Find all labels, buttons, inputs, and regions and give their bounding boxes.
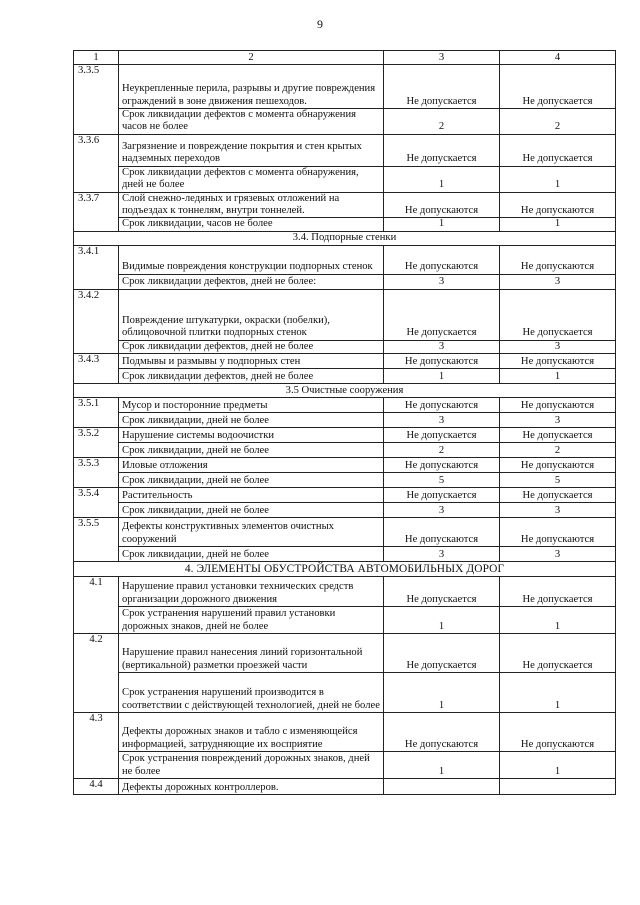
value-column-3: 1: [384, 218, 500, 231]
value-column-3: Не допускается: [384, 289, 500, 340]
deadline-row: [74, 413, 616, 428]
value-column-3: 2: [384, 109, 500, 135]
value-column-4: 1: [500, 752, 616, 779]
value-column-4: Не допускаются: [500, 398, 616, 413]
deadline-row: [74, 607, 616, 634]
item-number: 3.3.6: [74, 134, 119, 192]
defect-description: Подмывы и размывы у подпорных стен: [119, 354, 384, 369]
deadline-row: [74, 340, 616, 353]
value-column-4: Не допускаются: [500, 192, 616, 218]
value-column-3: [384, 779, 500, 795]
defect-description: Загрязнение и повреждение покрытия и стен крытых надземных переходов: [119, 134, 384, 166]
deadline-description: Срок устранения повреждений дорожных знаков, дней не более: [119, 752, 384, 779]
value-column-3: 1: [384, 752, 500, 779]
value-column-3: 5: [384, 473, 500, 488]
section-title: 3.4. Подпорные стенки: [74, 231, 616, 245]
defect-description: Нарушение системы водоочистки: [119, 428, 384, 443]
value-column-4: 1: [500, 369, 616, 384]
item-row: [74, 245, 616, 274]
value-column-4: 3: [500, 340, 616, 353]
value-column-4: 3: [500, 274, 616, 289]
item-number: 3.5.2: [74, 428, 119, 458]
value-column-4: Не допускаются: [500, 245, 616, 274]
item-row: [74, 398, 616, 413]
value-column-4: 1: [500, 673, 616, 713]
deadline-row: [74, 166, 616, 192]
value-column-4: Не допускается: [500, 488, 616, 503]
deadline-description: Срок ликвидации дефектов, дней не более: [119, 369, 384, 384]
value-column-4: Не допускаются: [500, 713, 616, 752]
value-column-3: 1: [384, 607, 500, 634]
value-column-3: 3: [384, 413, 500, 428]
value-column-3: 3: [384, 274, 500, 289]
item-number: 3.4.3: [74, 354, 119, 384]
value-column-4: 2: [500, 109, 616, 135]
item-number: 4.3: [74, 713, 119, 779]
defect-description: Растительность: [119, 488, 384, 503]
value-column-4: 5: [500, 473, 616, 488]
value-column-3: 1: [384, 369, 500, 384]
deadline-row: [74, 443, 616, 458]
item-number: 4.1: [74, 577, 119, 634]
item-row: [74, 134, 616, 166]
value-column-3: 3: [384, 340, 500, 353]
value-column-3: Не допускаются: [384, 398, 500, 413]
value-column-3: Не допускаются: [384, 192, 500, 218]
value-column-4: Не допускается: [500, 65, 616, 109]
deadline-row: [74, 473, 616, 488]
item-number: 3.5.3: [74, 458, 119, 488]
value-column-4: 3: [500, 547, 616, 562]
value-column-3: Не допускается: [384, 428, 500, 443]
item-row: [74, 577, 616, 607]
value-column-3: 2: [384, 443, 500, 458]
value-column-3: Не допускается: [384, 65, 500, 109]
defect-description: Повреждение штукатурки, окраски (побелки), облицовочной плитки подпорных стенок: [119, 289, 384, 340]
deadline-description: Срок ликвидации, дней не более: [119, 473, 384, 488]
deadline-description: Срок ликвидации дефектов с момента обнаружения, дней не более: [119, 166, 384, 192]
value-column-3: 3: [384, 547, 500, 562]
deadline-description: Срок ликвидации, дней не более: [119, 503, 384, 518]
value-column-4: 1: [500, 607, 616, 634]
item-row: [74, 428, 616, 443]
defect-description: Нарушение правил нанесения линий горизонтальной (вертикальной) разметки проезжей части: [119, 634, 384, 673]
section-header-row: [74, 562, 616, 577]
item-number: 3.5.5: [74, 518, 119, 562]
header-cell-1: 1: [74, 51, 119, 65]
item-row: [74, 634, 616, 673]
section-header-row: [74, 384, 616, 398]
value-column-4: Не допускаются: [500, 354, 616, 369]
deadline-description: Срок устранения нарушений правил установки дорожных знаков, дней не более: [119, 607, 384, 634]
item-row: [74, 779, 616, 795]
value-column-3: 3: [384, 503, 500, 518]
defect-description: Иловые отложения: [119, 458, 384, 473]
header-row: [74, 51, 616, 65]
item-number: 3.4.1: [74, 245, 119, 289]
deadline-description: Срок ликвидации, дней не более: [119, 413, 384, 428]
value-column-4: Не допускаются: [500, 518, 616, 547]
value-column-3: Не допускаются: [384, 245, 500, 274]
value-column-4: 2: [500, 443, 616, 458]
defect-description: Неукрепленные перила, разрывы и другие повреждения ограждений в зоне движения пешеходов.: [119, 65, 384, 109]
value-column-3: Не допускается: [384, 488, 500, 503]
value-column-3: Не допускается: [384, 134, 500, 166]
item-row: [74, 192, 616, 218]
header-cell-4: 4: [500, 51, 616, 65]
deadline-description: Срок устранения нарушений производится в соответствии с действующей технологией, дней не более: [119, 673, 384, 713]
value-column-4: 3: [500, 413, 616, 428]
defect-description: Нарушение правил установки технических средств организации дорожного движения: [119, 577, 384, 607]
value-column-3: Не допускаются: [384, 354, 500, 369]
value-column-3: Не допускаются: [384, 713, 500, 752]
deadline-row: [74, 218, 616, 231]
deadline-description: Срок ликвидации дефектов, дней не более:: [119, 274, 384, 289]
deadline-row: [74, 547, 616, 562]
value-column-3: 1: [384, 166, 500, 192]
item-row: [74, 354, 616, 369]
item-number: 3.3.7: [74, 192, 119, 231]
value-column-3: Не допускается: [384, 577, 500, 607]
defects-table: [73, 50, 616, 795]
item-number: 3.3.5: [74, 65, 119, 135]
value-column-4: 3: [500, 503, 616, 518]
item-row: [74, 488, 616, 503]
section-title: 3.5 Очистные сооружения: [74, 384, 616, 398]
item-row: [74, 713, 616, 752]
section-header-row: [74, 231, 616, 245]
value-column-3: Не допускаются: [384, 458, 500, 473]
value-column-4: Не допускаются: [500, 458, 616, 473]
item-row: [74, 65, 616, 109]
defect-description: Дефекты конструктивных элементов очистных сооружений: [119, 518, 384, 547]
page-number: 9: [317, 17, 323, 31]
section-title: 4. ЭЛЕМЕНТЫ ОБУСТРОЙСТВА АВТОМОБИЛЬНЫХ ДОРОГ: [74, 562, 616, 577]
value-column-4: 1: [500, 166, 616, 192]
deadline-description: Срок ликвидации дефектов с момента обнаружения часов не более: [119, 109, 384, 135]
defect-description: Мусор и посторонние предметы: [119, 398, 384, 413]
item-number: 3.4.2: [74, 289, 119, 353]
deadline-description: Срок ликвидации, дней не более: [119, 547, 384, 562]
value-column-4: Не допускается: [500, 577, 616, 607]
defect-description: Слой снежно-ледяных и грязевых отложений на подъездах к тоннелям, внутри тоннелей.: [119, 192, 384, 218]
item-row: [74, 458, 616, 473]
deadline-row: [74, 109, 616, 135]
item-row: [74, 518, 616, 547]
deadline-description: Срок ликвидации, часов не более: [119, 218, 384, 231]
defect-description: Видимые повреждения конструкции подпорных стенок: [119, 245, 384, 274]
header-cell-3: 3: [384, 51, 500, 65]
deadline-row: [74, 274, 616, 289]
value-column-4: 1: [500, 218, 616, 231]
value-column-3: Не допускается: [384, 634, 500, 673]
deadline-row: [74, 503, 616, 518]
value-column-4: Не допускается: [500, 428, 616, 443]
item-number: 4.2: [74, 634, 119, 713]
deadline-row: [74, 673, 616, 713]
value-column-4: Не допускается: [500, 634, 616, 673]
defect-description: Дефекты дорожных контроллеров.: [119, 779, 384, 795]
item-row: [74, 289, 616, 340]
item-number: 3.5.4: [74, 488, 119, 518]
deadline-row: [74, 752, 616, 779]
deadline-description: Срок ликвидации дефектов, дней не более: [119, 340, 384, 353]
value-column-4: [500, 779, 616, 795]
header-cell-2: 2: [119, 51, 384, 65]
value-column-3: Не допускаются: [384, 518, 500, 547]
value-column-4: Не допускается: [500, 289, 616, 340]
item-number: 3.5.1: [74, 398, 119, 428]
deadline-description: Срок ликвидации, дней не более: [119, 443, 384, 458]
value-column-4: Не допускается: [500, 134, 616, 166]
value-column-3: 1: [384, 673, 500, 713]
item-number: 4.4: [74, 779, 119, 795]
deadline-row: [74, 369, 616, 384]
defect-description: Дефекты дорожных знаков и табло с изменяющейся информацией, затрудняющие их восприятие: [119, 713, 384, 752]
